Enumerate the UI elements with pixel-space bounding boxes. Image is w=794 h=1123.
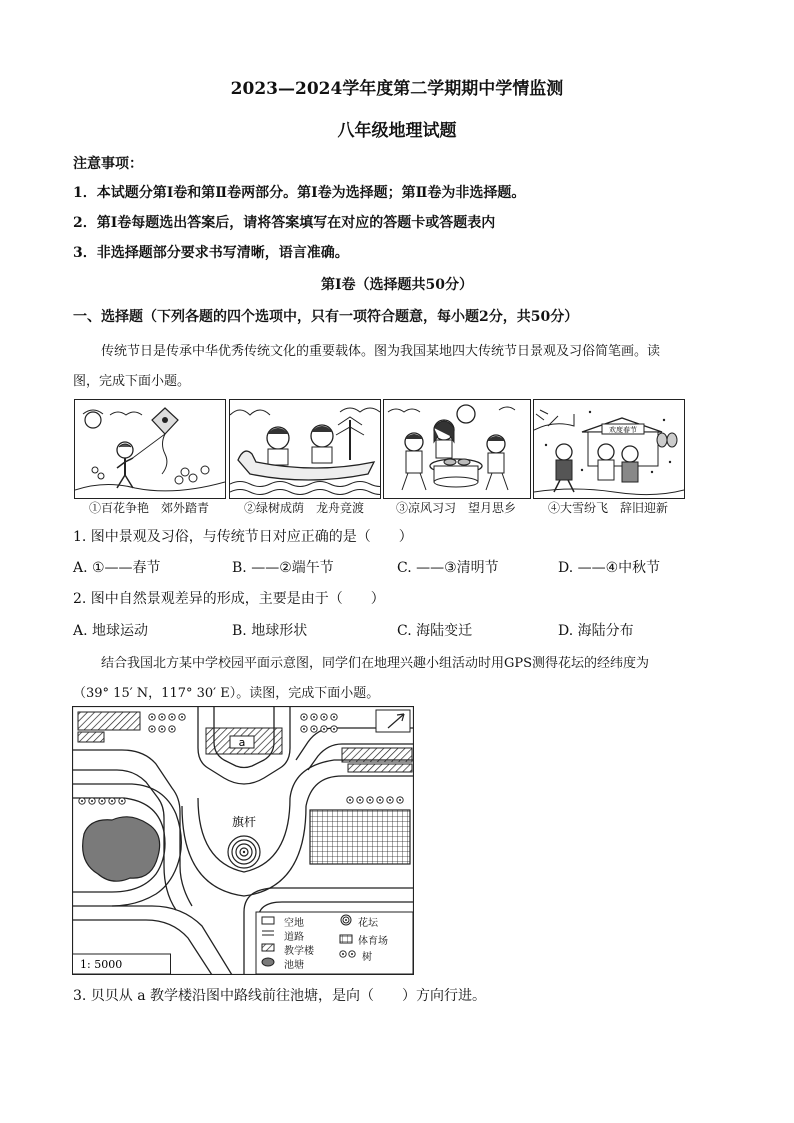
part-title: 一、选择题（下列各题的四个选项中，只有一项符合题意，每小题2分，共50分） <box>73 309 579 325</box>
panel-mid-autumn <box>383 399 531 499</box>
intro1-line1: 传统节日是传承中华优秀传统文化的重要载体。图为我国某地四大传统节日景观及习俗简笔画。读 <box>101 344 661 359</box>
q2-option-a: A. 地球运动 <box>73 623 149 639</box>
campus-map <box>72 706 414 975</box>
exam-title: 2023—2024学年度第二学期期中学情监测 <box>230 79 564 99</box>
legend-road-label: 道路 <box>284 932 304 943</box>
volume-title: 第Ⅰ卷（选择题共50分） <box>320 277 474 293</box>
flower-bed <box>228 836 260 868</box>
panel-spring <box>74 399 226 499</box>
q3-stem: 3. 贝贝从 a 教学楼沿图中路线前往池塘，是向（ ）方向行进。 <box>73 988 487 1004</box>
teaching-building-nw <box>78 712 140 730</box>
legend-pond-icon <box>262 958 274 966</box>
legend-pond-label: 池塘 <box>284 960 304 971</box>
spring-festival-scene-illustration <box>534 400 684 498</box>
exam-subtitle: 八年级地理试题 <box>337 121 457 141</box>
intro2-line1: 结合我国北方某中学校园平面示意图，同学们在地理兴趣小组活动时用GPS测得花坛的经纬度为 <box>101 656 650 671</box>
dragon-boat-scene-illustration <box>230 400 380 498</box>
legend-flower-bed-icon <box>341 915 351 925</box>
panel-dragon-boat <box>229 399 381 499</box>
q2-option-d: D. 海陆分布 <box>558 623 634 639</box>
q1-stem: 1. 图中景观及习俗，与传统节日对应正确的是（ ） <box>73 529 413 545</box>
q1-option-a: A. ①——春节 <box>73 560 161 576</box>
teaching-building-ne <box>342 748 412 762</box>
map-scale: 1: 5000 <box>80 958 123 971</box>
panel-caption-4: ④大雪纷飞 辞旧迎新 <box>547 501 668 515</box>
legend-stadium-icon <box>340 935 352 943</box>
north-arrow-icon <box>376 710 410 732</box>
map-legend <box>256 912 413 974</box>
legend-open-space-label: 空地 <box>284 918 304 929</box>
panel-caption-3: ③凉风习习 望月思乡 <box>395 501 516 515</box>
legend-stadium-label: 体育场 <box>358 936 388 947</box>
q1-option-c: C. ——③清明节 <box>397 560 499 576</box>
panel-spring-festival <box>533 399 685 499</box>
panel-caption-1: ①百花争艳 郊外踏青 <box>88 501 209 515</box>
legend-flower-bed-label: 花坛 <box>358 918 378 929</box>
spring-scene-illustration <box>75 400 225 498</box>
pond-shape <box>83 817 160 881</box>
stadium <box>310 810 410 864</box>
notes-heading: 注意事项： <box>73 156 143 172</box>
legend-tree-label: 树 <box>362 952 372 963</box>
q2-option-c: C. 海陆变迁 <box>397 623 473 639</box>
flagpole-label: 旗杆 <box>231 815 257 829</box>
q1-option-d: D. ——④中秋节 <box>558 560 661 576</box>
note-item-3: 3．非选择题部分要求书写清晰，语言准确。 <box>73 245 349 261</box>
festival-sign-text: 欢度春节 <box>609 426 637 434</box>
legend-building-label: 教学楼 <box>284 946 314 957</box>
mid-autumn-scene-illustration <box>384 400 530 498</box>
note-item-1: 1．本试题分第Ⅰ卷和第Ⅱ卷两部分。第Ⅰ卷为选择题；第Ⅱ卷为非选择题。 <box>73 185 526 201</box>
legend-building-icon <box>262 944 274 951</box>
q2-option-b: B. 地球形状 <box>232 623 308 639</box>
building-a-label: a <box>238 736 246 749</box>
note-item-2: 2．第Ⅰ卷每题选出答案后，请将答案填写在对应的答题卡或答题表内 <box>73 215 496 231</box>
panel-caption-2: ②绿树成荫 龙舟竞渡 <box>243 501 364 515</box>
legend-open-space-icon <box>262 917 274 924</box>
q2-stem: 2. 图中自然景观差异的形成，主要是由于（ ） <box>73 591 385 607</box>
intro1-line2: 图，完成下面小题。 <box>73 374 191 389</box>
intro2-line2: （39° 15′ N，117° 30′ E）。读图，完成下面小题。 <box>73 686 380 701</box>
q1-option-b: B. ——②端午节 <box>232 560 334 576</box>
